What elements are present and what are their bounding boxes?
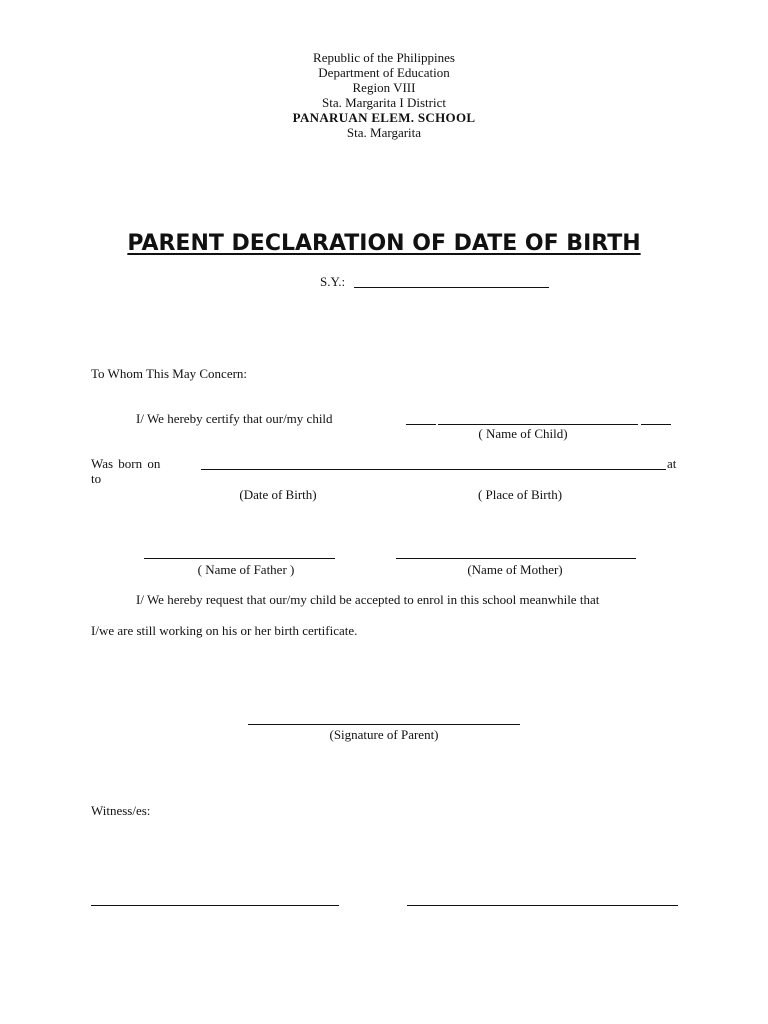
name-of-child-caption: ( Name of Child)	[478, 426, 568, 441]
date-of-birth-caption: (Date of Birth)	[239, 487, 317, 502]
to-label: to	[91, 471, 102, 486]
parent-signature-line[interactable]	[248, 724, 520, 725]
school-year-line[interactable]	[354, 287, 549, 288]
school-year-label: S.Y.:	[320, 274, 346, 289]
request-line-1: I/ We hereby request that our/my child be accepted to enrol in this school meanwhile that	[136, 592, 600, 607]
child-name-line-left[interactable]	[406, 424, 436, 425]
header-republic: Republic of the Philippines	[313, 50, 455, 65]
request-line-2: I/we are still working on his or her birth certificate.	[91, 623, 358, 638]
father-name-line[interactable]	[144, 558, 335, 559]
witness-line-2[interactable]	[407, 905, 678, 906]
mother-name-line[interactable]	[396, 558, 636, 559]
signature-caption: (Signature of Parent)	[329, 727, 439, 742]
born-label: Was born on	[91, 456, 161, 471]
birth-details-line[interactable]	[201, 469, 666, 470]
name-of-mother-caption: (Name of Mother)	[467, 562, 563, 577]
header-department: Department of Education	[318, 65, 450, 80]
at-label: at	[667, 456, 677, 471]
witness-line-1[interactable]	[91, 905, 339, 906]
header-district: Sta. Margarita I District	[322, 95, 446, 110]
header-town: Sta. Margarita	[346, 125, 422, 140]
witness-label: Witness/es:	[91, 803, 151, 818]
name-of-father-caption: ( Name of Father )	[197, 562, 295, 577]
certify-text: I/ We hereby certify that our/my child	[136, 411, 333, 426]
document-title-text: PARENT DECLARATION OF DATE OF BIRTH	[127, 231, 641, 256]
salutation: To Whom This May Concern:	[91, 366, 248, 381]
document-title	[0, 230, 768, 258]
child-name-line[interactable]	[438, 424, 638, 425]
child-name-line-right[interactable]	[641, 424, 671, 425]
header-school: PANARUAN ELEM. SCHOOL	[292, 110, 476, 125]
place-of-birth-caption: ( Place of Birth)	[477, 487, 563, 502]
header-region: Region VIII	[352, 80, 416, 95]
